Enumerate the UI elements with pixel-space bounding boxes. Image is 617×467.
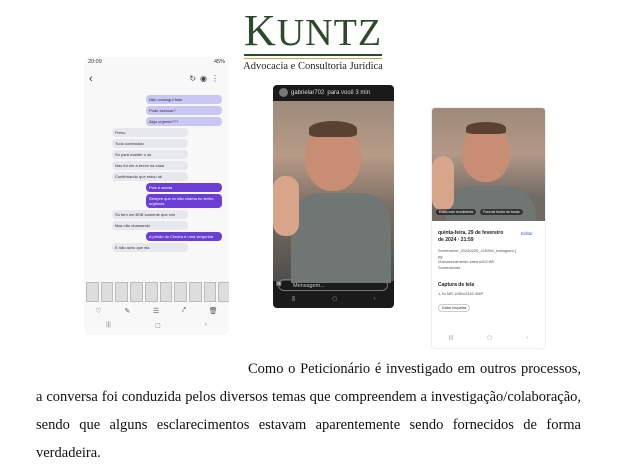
recent-apps-icon[interactable]: ||| — [106, 322, 111, 328]
recent-apps-icon[interactable]: ||| — [291, 296, 296, 302]
thumbnail[interactable] — [218, 282, 229, 302]
gallery-details-screenshot — [431, 107, 546, 349]
camera-icon[interactable]: ▣ — [276, 281, 282, 287]
story-photo — [273, 101, 394, 281]
photo-thumb — [273, 176, 299, 236]
motion-chip[interactable]: Estilo com movimento — [436, 209, 476, 215]
edit-tags-button[interactable]: Editar etiquetas — [438, 304, 470, 312]
thumbnail[interactable] — [145, 282, 158, 302]
refresh-icon[interactable]: ↻ — [189, 74, 201, 83]
back-icon[interactable]: ‹ — [526, 335, 528, 341]
chat-message: Mas vão chamando — [112, 221, 188, 230]
story-username: gabrielar702 — [291, 89, 325, 96]
story-time: para você 3 min — [327, 89, 371, 96]
photo-thumb — [432, 156, 454, 211]
chat-message: E não acho que ela — [112, 243, 188, 252]
chat-message: Confirmando que estou ok — [112, 172, 188, 181]
photo-hair — [309, 121, 357, 137]
trash-icon[interactable]: 🗑 — [208, 308, 218, 315]
edit-toolbar — [84, 307, 229, 317]
edit-link[interactable]: Editar — [521, 231, 533, 236]
kuntz-logo — [238, 6, 388, 72]
body-paragraph — [36, 355, 581, 467]
photo-hair — [466, 122, 506, 134]
chat-message: Pois é acerta — [146, 183, 222, 192]
chat-message: Só para manter o ok — [112, 150, 188, 159]
chat-thread — [112, 95, 222, 254]
chat-message: Algo urgente??? — [146, 117, 222, 126]
status-time: 20:09 — [88, 59, 102, 65]
nav-bar — [432, 335, 545, 345]
thumbnail[interactable] — [130, 282, 143, 302]
heart-icon[interactable]: ♡ — [95, 308, 102, 315]
more-icon[interactable]: ⋮ — [211, 74, 223, 83]
recent-apps-icon[interactable]: ||| — [449, 335, 454, 341]
chat-message: Nao fui em a breve na casa — [112, 161, 188, 170]
gallery-photo — [432, 108, 545, 221]
capture-label: Captura de tela — [438, 282, 475, 288]
thumbnail[interactable] — [101, 282, 114, 302]
chat-header — [84, 73, 229, 87]
thumbnail[interactable] — [160, 282, 173, 302]
photo-face — [462, 126, 510, 182]
status-bar — [88, 59, 225, 69]
date-time-line: de 2024 · 21:59 — [438, 237, 474, 243]
logo-initial: K — [243, 6, 277, 55]
chat-screenshot — [84, 57, 229, 335]
photo-shirt — [446, 186, 536, 221]
home-icon[interactable]: ▢ — [487, 335, 492, 341]
background-chip[interactable]: Fora de fundo do fundo — [480, 209, 522, 215]
chat-message: Tudo controlado — [112, 139, 188, 148]
photo-chips — [436, 209, 544, 215]
story-user — [279, 88, 370, 97]
thumbnail[interactable] — [189, 282, 202, 302]
chat-message: Pode acessar? — [146, 106, 222, 115]
chat-message: Preso — [112, 128, 188, 137]
share-icon[interactable]: ⤤ — [182, 307, 186, 314]
logo-subtitle: Advocacia e Consultoria Jurídica — [243, 61, 383, 72]
chat-message: Só tem um BSB somente que sim — [112, 210, 188, 219]
thumbnail-strip — [84, 282, 229, 302]
home-icon[interactable]: ▢ — [154, 323, 161, 329]
file-size: 1,16 MB 1080x2340 3MP — [438, 291, 484, 296]
paragraph-text: Como o Peticionário é investigado em outros processos, a conversa foi conduzida pelos diversos temas que compreendem a investigação/colaboração, sendo que alguns esclarecimentos estavam aparentemente sendo fornecidos de forma verdadeira. — [36, 361, 581, 461]
chat-message: Sempre que vc não chama eu tenho urgência — [146, 194, 222, 208]
nav-bar — [273, 296, 394, 306]
logo-rule-gold — [244, 58, 382, 59]
message-input[interactable]: Mensagem... — [278, 279, 388, 291]
back-arrow-icon[interactable]: ‹ — [89, 73, 93, 85]
back-icon[interactable]: ‹ — [204, 322, 207, 328]
file-name: Screenshot_20240229_215950_Instagram.j — [438, 248, 516, 253]
status-battery: 45% — [213, 59, 225, 65]
pencil-icon[interactable]: ✎ — [124, 308, 131, 315]
home-icon[interactable]: ▢ — [332, 296, 337, 302]
story-screenshot — [273, 85, 394, 308]
chat-message: Não consegui falar — [146, 95, 222, 104]
thumbnail[interactable] — [174, 282, 187, 302]
eye-icon[interactable]: ◉ — [200, 74, 211, 83]
file-info — [438, 248, 538, 270]
back-icon[interactable]: ‹ — [373, 296, 376, 302]
date-line: quinta-feira, 29 de fevereiro — [438, 230, 504, 236]
photo-shirt — [291, 193, 391, 283]
photo-date — [438, 230, 508, 244]
file-path: /Armazenamento interno/DCIM/ — [438, 259, 495, 264]
avatar — [279, 88, 288, 97]
file-ext: pg — [438, 253, 443, 259]
logo-rest: UNTZ — [276, 12, 383, 54]
thumbnail[interactable] — [86, 282, 99, 302]
nav-bar — [84, 322, 229, 332]
sliders-icon[interactable]: ☰ — [152, 308, 160, 315]
thumbnail[interactable] — [204, 282, 217, 302]
chat-message: A prisão do Cimara é uma vergonha — [146, 232, 222, 241]
file-folder: Screenshots — [438, 264, 461, 270]
logo-title — [238, 6, 388, 55]
chat-actions — [189, 74, 223, 83]
thumbnail[interactable] — [115, 282, 128, 302]
